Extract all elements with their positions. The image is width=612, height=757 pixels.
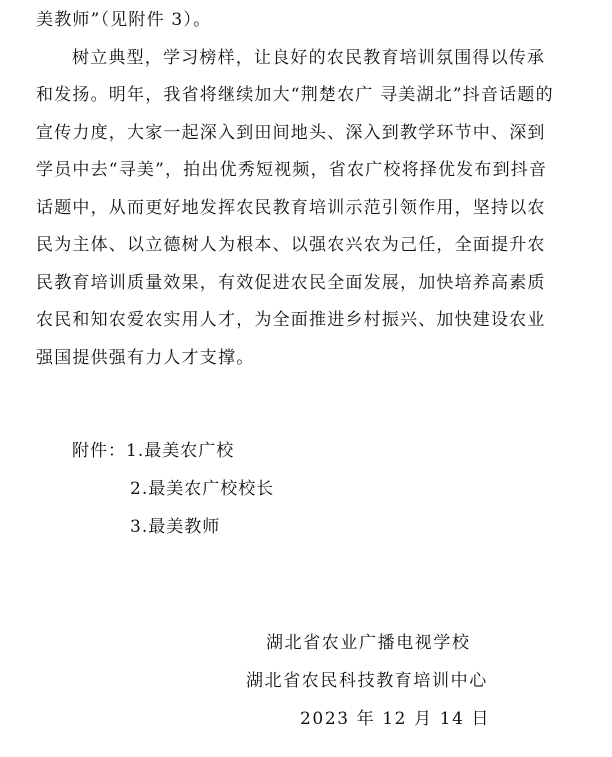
body-line: 学员中去“寻美”，拍出优秀短视频，省农广校将择优发布到抖音 — [36, 160, 548, 180]
signature-date: 2023 年 12 月 14 日 — [300, 709, 491, 729]
attachment-list — [72, 439, 234, 463]
body-line: 宣传力度，大家一起深入到田间地头、深入到教学环节中、深到 — [36, 122, 546, 143]
attachment-label: 附件： — [72, 441, 126, 461]
signature-org-2: 湖北省农民科技教育培训中心 — [246, 671, 488, 691]
attachment-item: 1.最美农广校 — [126, 441, 235, 461]
attachment-item: 2.最美农广校校长 — [130, 479, 275, 499]
attachment-item: 3.最美教师 — [130, 517, 221, 537]
body-line: 和发扬。明年，我省将继续加大“荆楚农广 寻美湖北”抖音话题的 — [36, 85, 554, 105]
body-text — [36, 2, 576, 377]
attachment-item-row — [130, 477, 274, 501]
body-line: 树立典型，学习榜样，让良好的农民教育培训氛围得以传承 — [72, 47, 546, 68]
body-line: 民为主体、以立德树人为根本、以强农兴农为己任，全面提升农 — [36, 235, 546, 255]
body-line: 民教育培训质量效果，有效促进农民全面发展，加快培养高素质 — [36, 272, 546, 293]
body-line: 强国提供强有力人才支撑。 — [36, 347, 255, 368]
attachment-item-row — [130, 515, 220, 539]
body-line: 农民和知农爱农实用人才，为全面推进乡村振兴、加快建设农业 — [36, 310, 546, 330]
body-line: 话题中，从而更好地发挥农民教育培训示范引领作用，坚持以农 — [36, 197, 546, 218]
body-line: 美教师”（见附件 3）。 — [36, 10, 212, 30]
signature-org-1: 湖北省农业广播电视学校 — [266, 633, 471, 653]
